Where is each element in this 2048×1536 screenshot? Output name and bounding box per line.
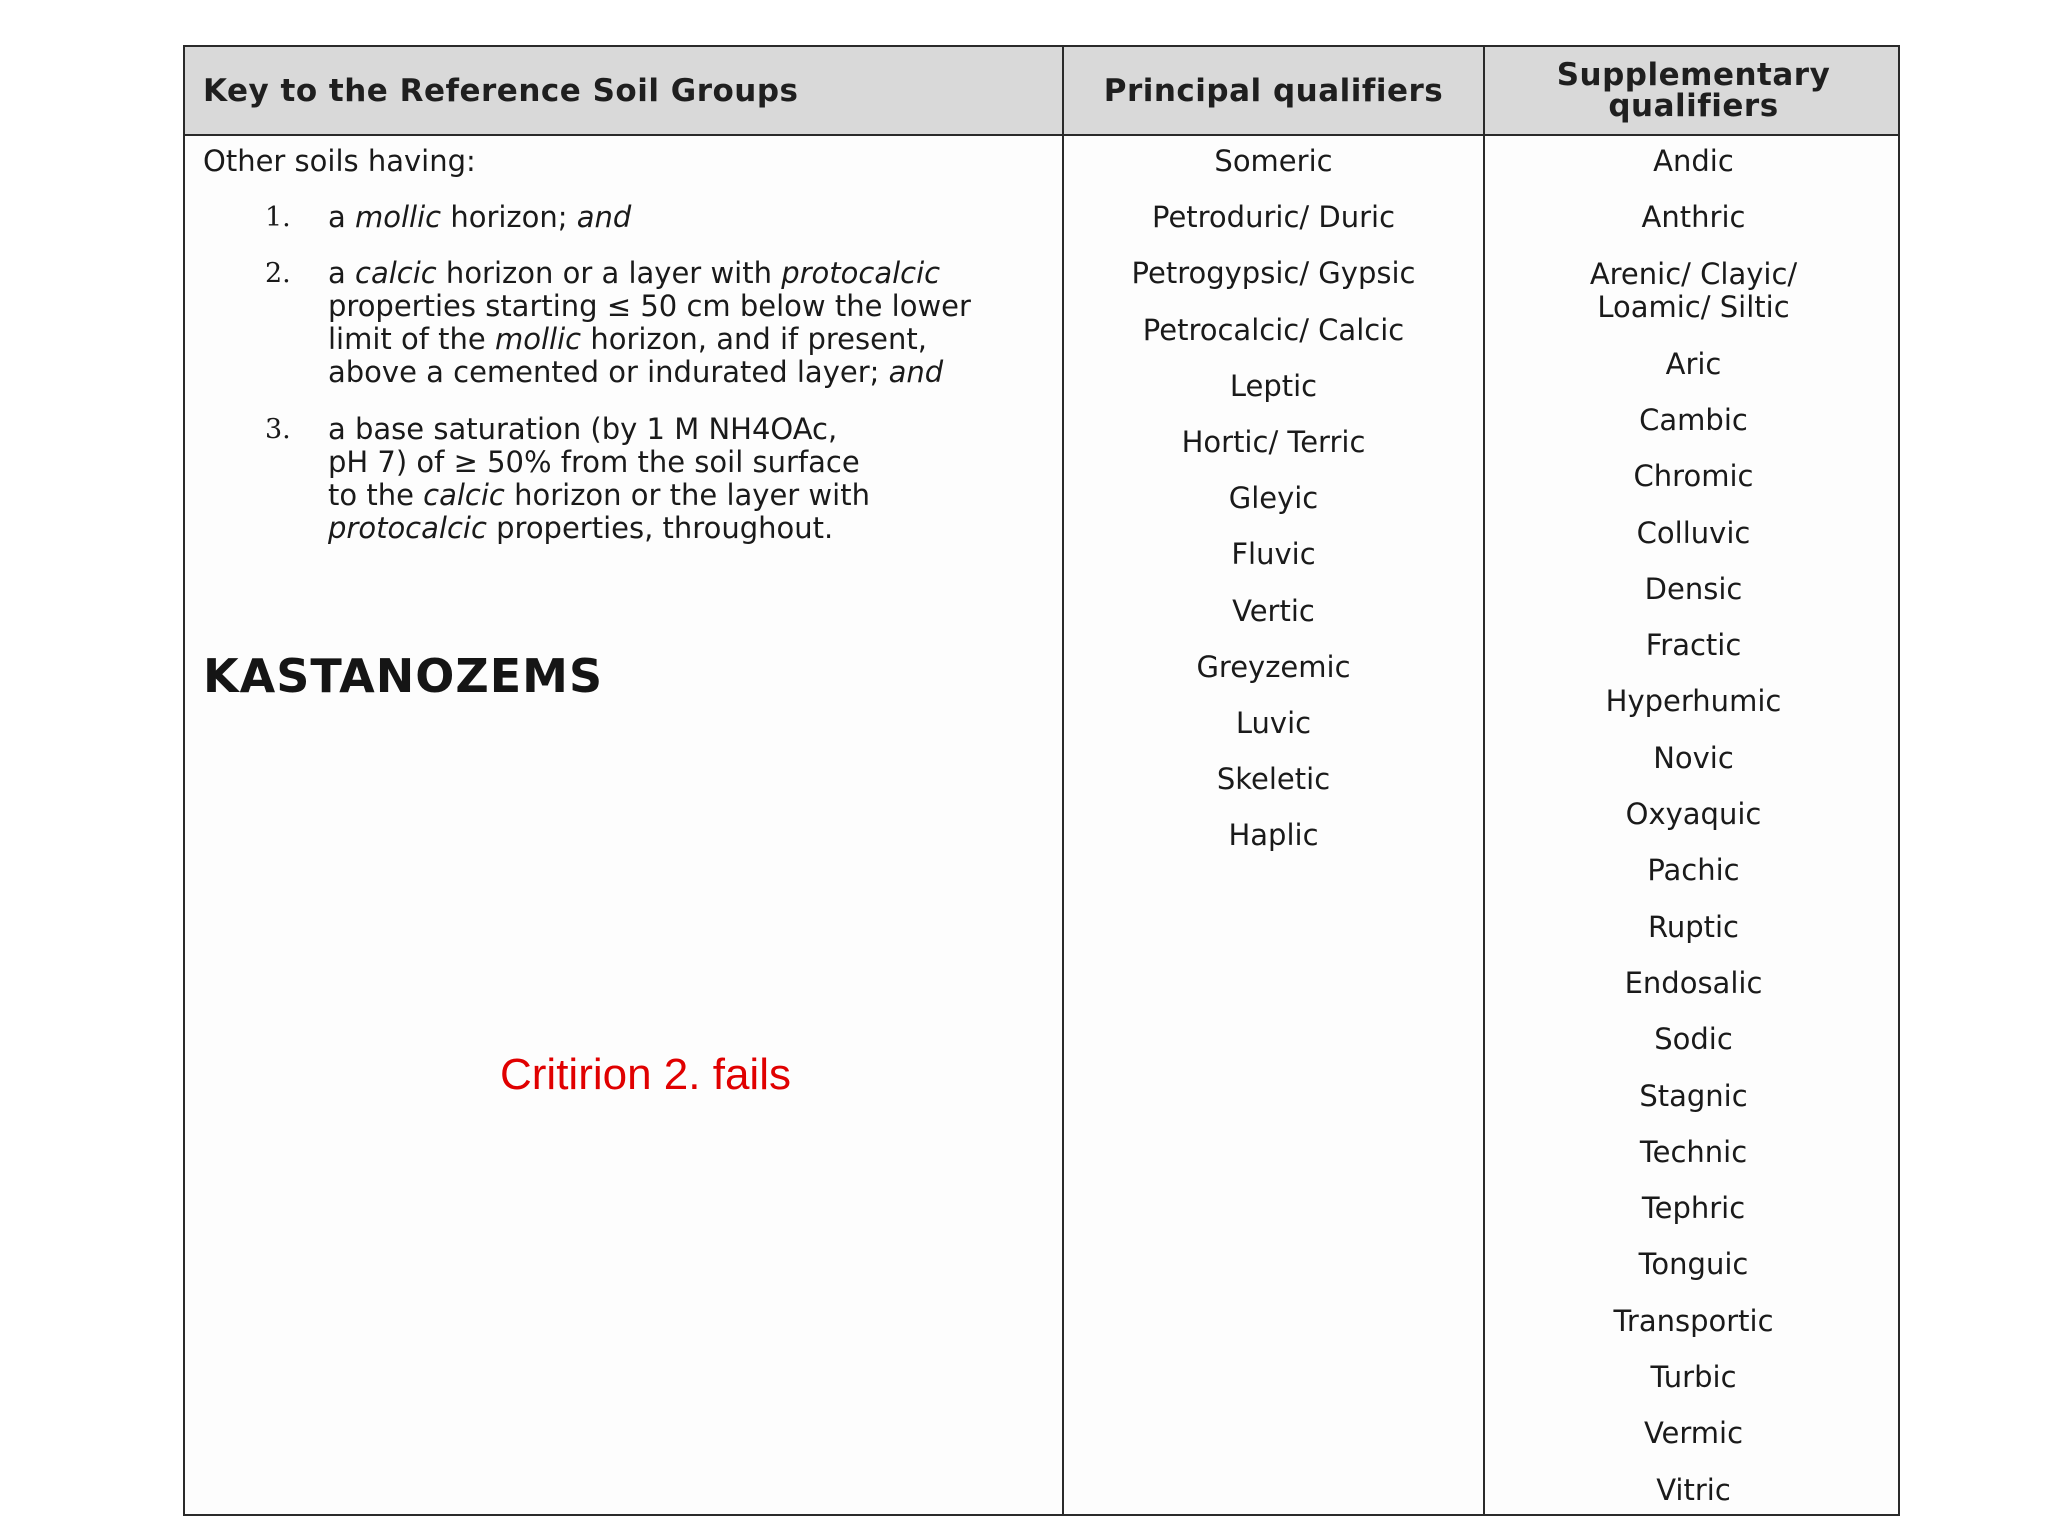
- principal-qualifier-item: Petrocalcic/ Calcic: [1142, 312, 1405, 347]
- supplementary-qualifier-item: Aric: [1665, 346, 1722, 381]
- criterion-line: above a cemented or indurated layer; and: [328, 355, 944, 389]
- criterion-line: pH 7) of ≥ 50% from the soil surface: [328, 445, 860, 479]
- criterion-line: a calcic horizon or a layer with protocalcic: [328, 256, 941, 290]
- key-column: [203, 144, 1053, 1099]
- criterion-fail-note: Critirion 2. fails: [500, 1050, 791, 1099]
- criterion-line: a base saturation (by 1 M NH4OAc,: [328, 412, 838, 446]
- header-key-column: Key to the Reference Soil Groups: [203, 72, 799, 109]
- supplementary-qualifier-item: Technic: [1639, 1134, 1748, 1169]
- supplementary-qualifier-item: Endosalic: [1624, 965, 1763, 1000]
- header-supplementary-qualifiers: [1485, 47, 1902, 134]
- criterion-text: [328, 413, 1048, 545]
- principal-qualifier-item: Skeletic: [1216, 762, 1331, 797]
- supplementary-qualifier-item: Fractic: [1645, 628, 1742, 663]
- supplementary-qualifier-item: Vermic: [1643, 1416, 1744, 1451]
- criterion-number: 2.: [265, 258, 291, 289]
- soil-key-table: [183, 45, 1900, 1516]
- supplementary-qualifier-item: Hyperhumic: [1605, 684, 1782, 719]
- supplementary-qualifier-item: Andic: [1653, 144, 1734, 178]
- supplementary-qualifier-item: Densic: [1644, 571, 1743, 606]
- supplementary-qualifier-item: Sodic: [1654, 1022, 1733, 1057]
- supplementary-qualifier-item: Chromic: [1633, 459, 1754, 494]
- criterion-text: [328, 257, 1048, 389]
- soil-group-title: KASTANOZEMS: [203, 649, 604, 703]
- criterion-number: 1.: [265, 202, 291, 233]
- supplementary-qualifier-item: Colluvic: [1636, 515, 1751, 550]
- criterion-line: limit of the mollic horizon, and if present,: [328, 322, 927, 356]
- supplementary-qualifier-item: Novic: [1653, 740, 1734, 775]
- supplementary-qualifier-item: Transportic: [1613, 1303, 1774, 1338]
- header-supplementary-line1: Supplementary: [1556, 56, 1831, 93]
- criterion-text: [328, 201, 1048, 234]
- criterion-line: properties starting ≤ 50 cm below the lower: [328, 289, 971, 323]
- criterion-line: to the calcic horizon or the layer with: [328, 478, 870, 512]
- principal-qualifier-item: Fluvic: [1231, 537, 1316, 572]
- principal-qualifier-item: Leptic: [1229, 368, 1318, 403]
- criterion-line: protocalcic properties, throughout.: [328, 511, 834, 545]
- supplementary-qualifier-item: Stagnic: [1639, 1078, 1748, 1113]
- principal-qualifier-item: Petroduric/ Duric: [1151, 200, 1396, 235]
- principal-qualifier-item: Greyzemic: [1196, 649, 1351, 684]
- header-supplementary-line2: qualifiers: [1608, 87, 1779, 124]
- criterion-number: 3.: [265, 414, 291, 445]
- principal-qualifier-item: Vertic: [1232, 593, 1315, 628]
- principal-qualifier-item: Hortic/ Terric: [1181, 425, 1366, 459]
- table-header: [185, 47, 1898, 136]
- supplementary-qualifier-item: Cambic: [1639, 402, 1748, 437]
- supplementary-qualifier-item: Oxyaquic: [1625, 797, 1762, 831]
- header-principal-qualifiers: Principal qualifiers: [1103, 72, 1444, 109]
- criterion-line: a mollic horizon; and: [328, 200, 632, 234]
- principal-qualifier-item: Haplic: [1228, 818, 1319, 853]
- supplementary-qualifier-item: Vitric: [1656, 1472, 1731, 1507]
- supplementary-qualifier-item: Ruptic: [1647, 909, 1739, 944]
- principal-qualifier-item: Someric: [1214, 144, 1333, 178]
- supplementary-qualifier-item: Anthric: [1641, 200, 1746, 235]
- principal-qualifier-item: Gleyic: [1228, 481, 1319, 516]
- supplementary-qualifier-item: Tonguic: [1638, 1247, 1749, 1282]
- supplementary-qualifier-item: Arenic/ Clayic/ Loamic/ Siltic: [1589, 256, 1798, 324]
- key-intro: Other soils having:: [203, 144, 476, 178]
- supplementary-qualifier-item: Turbic: [1650, 1360, 1737, 1394]
- supplementary-qualifier-item: Pachic: [1647, 853, 1740, 888]
- principal-qualifier-item: Petrogypsic/ Gypsic: [1131, 256, 1416, 291]
- supplementary-qualifier-item: Tephric: [1641, 1191, 1746, 1226]
- principal-qualifier-item: Luvic: [1235, 706, 1312, 740]
